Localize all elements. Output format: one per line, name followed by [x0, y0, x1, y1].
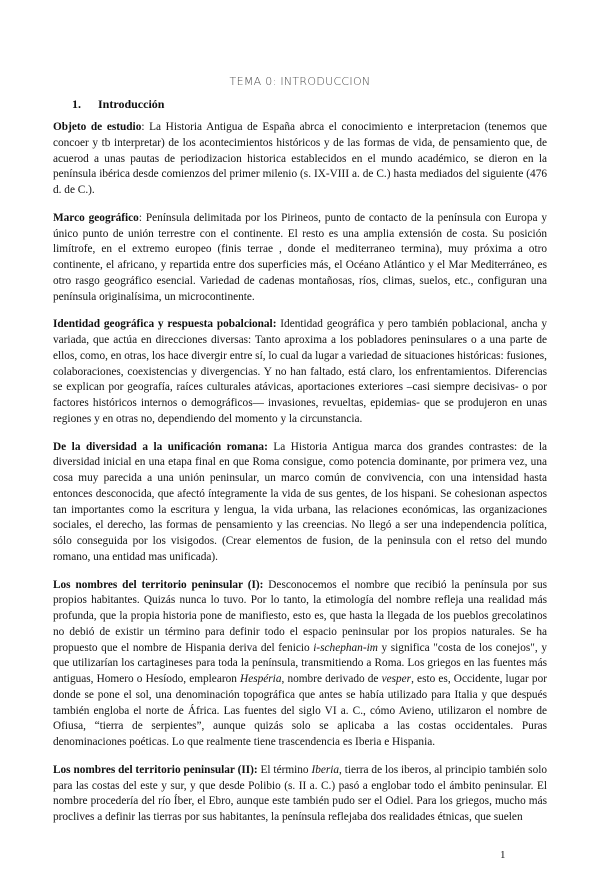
paragraph-text: y significa "costa de los conejos", y que utilizarían los cartagineses para toda la península, transmitiendo a Roma. Los griegos en las fuentes más antiguas, Homero o Hesíodo, emplearon — [53, 641, 547, 685]
section-number: 1. — [72, 97, 81, 111]
paragraph-text: : La Historia Antigua de España abrca el conocimiento e interpretacion (tenemos que concoer y tb interpretar) de los acontecimientos históricos y de las formas de vida, de pensamiento que, de acuerod a unas pautas de periodizacion historica establecidos en el mundo académico, se dieron en la península ibérica desde comienzos del primer milenio (s. IX-VIII a. de C.) hasta mediados del siguiente (476 d. de C.). — [53, 121, 547, 196]
paragraph-text: , nombre derivado de — [281, 673, 382, 685]
paragraph-text: : Península delimitada por los Pirineos, punto de contacto de la península con Europa y único punto de unión terrestre con el continente. El resto es una amplia extensión de costa. Su posición limítrofe, en el extremo europeo (finis terrae , donde el mediterraneo termina), muy próxima a otro continente, el africano, y repartida entre dos superficies más, el Océano Atlántico y el Mar Mediterráneo, es otro rasgo geográfico esencial. Variedad de cadenas montañosas, ríos, climas, suelos, etc., configuran una península originalísima, un microcontinente. — [53, 211, 547, 303]
paragraph-text: Desconocemos el nombre que recibió la península por sus propios habitantes. Quizás nunca lo tuvo. Por lo tanto, la etimología del nombre refleja una realidad más profunda, que la propia historia pone de manifiesto, esto es, que hasta la llegada de los pueblos grecolatinos no debió de existir un término para definir todo el espacio peninsular por los propios naturales. Se ha propuesto que el nombre de Hispania deriva del fenicio — [53, 578, 547, 654]
paragraph-lead: Identidad geográfica y respuesta pobalcional: — [53, 318, 277, 331]
section-heading-text: Introducción — [98, 97, 165, 111]
page-number: 1 — [500, 848, 506, 861]
paragraph — [53, 440, 547, 566]
paragraph-text: El término — [257, 763, 312, 776]
paragraph-lead: Marco geográfico — [53, 211, 139, 224]
paragraph — [53, 120, 547, 199]
paragraph-text: La Historia Antigua marca dos grandes contrastes: de la diversidad inicial en una etapa final en que Roma consigue, como potencia dominante, por primera vez, una cosa muy parecida a una unión peninsular, un marco común de convivencia, con una intensidad hasta entonces desconocida, que afectó íntegramente la vida de sus gentes, de los hispani. Se cohesionan aspectos tan importantes como la escritura y lengua, la vida urbana, las relaciones económicas, las organizaciones sociales, el derecho, las formas de pensamiento y las creencias. No llegó a ser una independencia política, sólo conseguida por los visigodos. (Crear elementos de fusion, de la peninsula con el retso del mundo romano, una entidad mas unificada). — [53, 440, 548, 563]
paragraph-lead: Los nombres del territorio peninsular (II): — [53, 763, 258, 776]
italic-term: i-schephan-im — [313, 641, 378, 654]
italic-term: Iberia — [311, 763, 340, 776]
paragraph-text: Identidad geográfica y pero también poblacional, ancha y variada, que actúa en direcciones diversas: Tanto aproxima a los pobladores peninsulares o a una parte de ellos, como, en otras, los hace divergir entre sí, lo cual da lugar a variedad de situaciones históricas: fusiones, colaboraciones, coexistencias y divergencias. Y no han faltado, está claro, los enfrentamientos. Diferencias se explican por geografía, raíces culturales atávicas, aportaciones exteriores –casi siempre decisivas- o por factores históricos internos o demográficos— invasiones, revueltas, epidemias- que se produjeron en unas regiones y en otras no, dependiendo del momento y la circunstancia. — [53, 318, 548, 425]
paragraph-text: , tierra de los iberos, al principio también solo para las costas del este y sur, y que desde Polibio (s. II a. C.) pasó a englobar todo el ámbito peninsular. El nombre procedería del río Íber, el Ebro, aunque este también pudo ser el Odiel. Para los griegos, mucho más proclives a definir las tierras por sus habitantes, la península reflejaba dos realidades étnicas, que suelen — [53, 763, 548, 823]
italic-term: Hespéria — [240, 673, 282, 685]
paragraph-lead: Los nombres del territorio peninsular (I): — [53, 578, 264, 591]
document-title: TEMA 0: INTRODUCCION — [229, 75, 371, 88]
paragraph-text: , esto es, Occidente, lugar por donde se pone el sol, una denominación topográfica que antes se había utilizado para Italia y que después también engloba el norte de África. Las fuentes del siglo VI a. C., cómo Avieno, utilizaron el nombre de Ofiusa, “tierra de serpientes”, aunque quizás solo se aplicaba a las costas occidentales. Puras denominaciones poéticas. Lo que realmente tiene trascendencia es Iberia e Hispania. — [53, 673, 547, 748]
paragraph — [53, 211, 547, 306]
document-body — [53, 120, 547, 826]
section-heading — [72, 97, 600, 112]
paragraph — [53, 578, 547, 751]
paragraph-lead: De la diversidad a la unificación romana: — [53, 440, 268, 453]
paragraph — [53, 317, 547, 427]
paragraph — [53, 763, 547, 826]
italic-term: vesper — [381, 673, 412, 685]
paragraph-lead: Objeto de estudio — [53, 121, 142, 133]
